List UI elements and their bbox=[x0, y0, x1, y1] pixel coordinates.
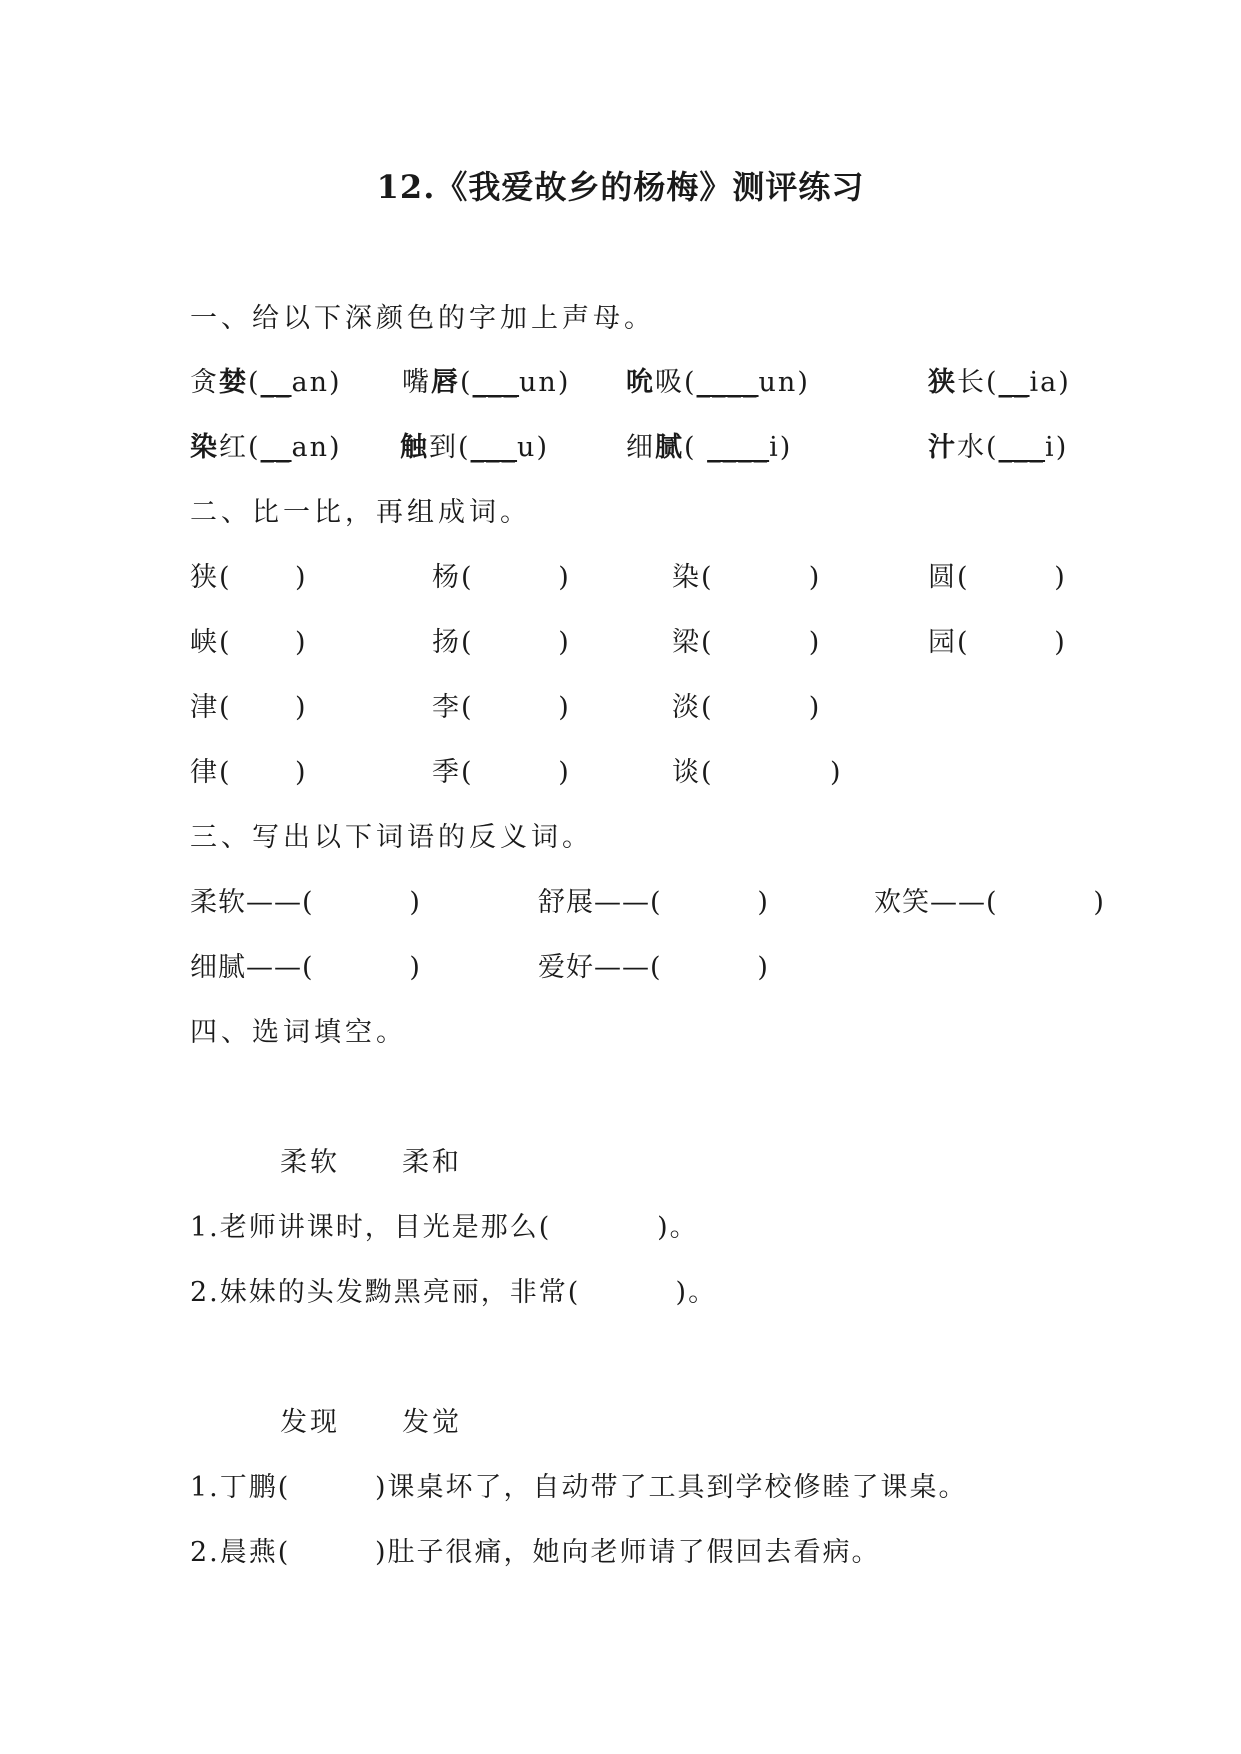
compare-item: 季( ) bbox=[432, 757, 571, 788]
compare-item: 圆( ) bbox=[928, 562, 1067, 593]
section4-heading: 四、选词填空。 bbox=[190, 1017, 407, 1048]
section3-heading: 三、写出以下词语的反义词。 bbox=[190, 822, 593, 853]
pinyin-item: 细腻( ____i) bbox=[626, 432, 793, 463]
section1-heading: 一、给以下深颜色的字加上声母。 bbox=[190, 303, 655, 334]
pinyin-item: 贪婪(__an) bbox=[190, 367, 342, 398]
word-option: 发觉 bbox=[402, 1407, 462, 1438]
pinyin-item: 染红(__an) bbox=[190, 432, 342, 463]
fill-question: 1.丁鹏( )课桌坏了，自动带了工具到学校修睦了课桌。 bbox=[190, 1472, 968, 1503]
fill-question: 2.晨燕( )肚子很痛，她向老师请了假回去看病。 bbox=[190, 1537, 881, 1568]
pinyin-item: 嘴唇(___un) bbox=[402, 367, 571, 398]
word-option: 柔软 bbox=[280, 1147, 340, 1178]
compare-item: 扬( ) bbox=[432, 627, 571, 658]
pinyin-item: 狭长(__ia) bbox=[928, 367, 1071, 398]
pinyin-item: 吮吸(____un) bbox=[626, 367, 810, 398]
word-option: 发现 bbox=[280, 1407, 340, 1438]
section2-heading: 二、比一比，再组成词。 bbox=[190, 497, 531, 528]
compare-item: 李( ) bbox=[432, 692, 571, 723]
compare-item: 谈( ) bbox=[672, 757, 843, 788]
compare-item: 狭( ) bbox=[190, 562, 308, 593]
word-option: 柔和 bbox=[402, 1147, 462, 1178]
compare-item: 园( ) bbox=[928, 627, 1067, 658]
fill-question: 1.老师讲课时，目光是那么( )。 bbox=[190, 1212, 699, 1243]
pinyin-item: 汁水(___i) bbox=[928, 432, 1069, 463]
compare-item: 染( ) bbox=[672, 562, 822, 593]
compare-item: 淡( ) bbox=[672, 692, 822, 723]
antonym-item: 柔软——( ) bbox=[190, 887, 421, 918]
antonym-item: 舒展——( ) bbox=[538, 887, 769, 918]
compare-item: 梁( ) bbox=[672, 627, 822, 658]
fill-question: 2.妹妹的头发黝黑亮丽，非常( )。 bbox=[190, 1277, 718, 1308]
compare-item: 律( ) bbox=[190, 757, 308, 788]
antonym-item: 爱好——( ) bbox=[538, 952, 769, 983]
antonym-item: 欢笑——( ) bbox=[874, 887, 1105, 918]
compare-item: 峡( ) bbox=[190, 627, 308, 658]
pinyin-item: 触到(___u) bbox=[400, 432, 549, 463]
compare-item: 津( ) bbox=[190, 692, 308, 723]
antonym-item: 细腻——( ) bbox=[190, 952, 421, 983]
compare-item: 杨( ) bbox=[432, 562, 571, 593]
page-title: 12.《我爱故乡的杨梅》测评练习 bbox=[376, 168, 865, 206]
